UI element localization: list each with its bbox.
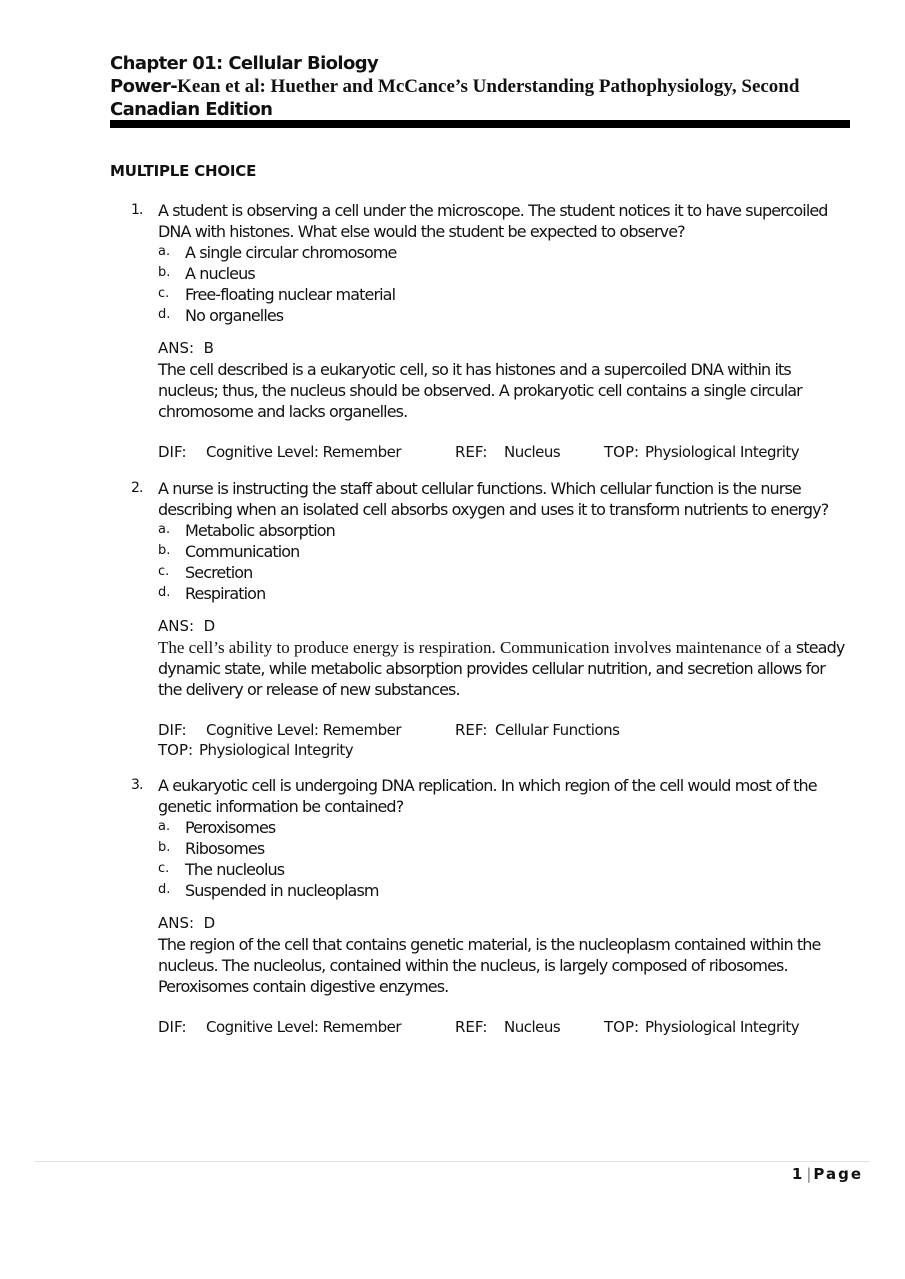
option-letter: d. [158, 882, 171, 897]
answer-line [158, 338, 851, 359]
answer-value: D [203, 617, 216, 635]
options-list [158, 242, 851, 326]
option-text: Peroxisomes [185, 818, 276, 837]
top-label: TOP: [604, 1018, 640, 1036]
options-list [158, 520, 851, 604]
footer-divider [35, 1161, 870, 1162]
dif-value: Cognitive Level: Remember [206, 1018, 402, 1036]
option-b [158, 541, 851, 562]
document-header [110, 52, 850, 121]
option-text: Metabolic absorption [185, 521, 335, 540]
top-label: TOP: [604, 443, 640, 461]
option-letter: a. [158, 819, 171, 834]
dif-value: Cognitive Level: Remember [206, 443, 402, 461]
question-metadata [158, 1017, 851, 1037]
option-text: Respiration [185, 584, 266, 603]
option-d [158, 880, 851, 901]
footer-separator: | [806, 1165, 812, 1183]
answer-label: ANS: [158, 617, 195, 635]
answer-value: B [203, 339, 214, 357]
page-label: Page [813, 1165, 863, 1183]
chapter-title: Chapter 01: Cellular Biology [110, 53, 379, 74]
ref-value: Nucleus [504, 1018, 561, 1036]
book-title: Kean et al: Huether and McCance’s Understanding Pathophysiology, Second [177, 76, 800, 97]
answer-line [158, 913, 851, 934]
option-c [158, 859, 851, 880]
dif-label: DIF: [158, 1018, 187, 1036]
dif-label: DIF: [158, 443, 187, 461]
option-text: Communication [185, 542, 300, 561]
rationale [158, 637, 851, 700]
ref-value: Nucleus [504, 443, 561, 461]
option-c [158, 284, 851, 305]
answer-label: ANS: [158, 914, 195, 932]
option-d [158, 583, 851, 604]
question-text: A eukaryotic cell is undergoing DNA replication. In which region of the cell would most of the genetic information be contained? [158, 776, 817, 816]
option-text: A single circular chromosome [185, 243, 397, 262]
options-list [158, 817, 851, 901]
rationale-text: steady dynamic state, while metabolic absorption provides cellular nutrition, and secretion allows for the delivery or release of new substances. [158, 638, 845, 699]
question-number: 3. [131, 777, 143, 793]
question-3 [131, 775, 851, 1037]
ref-value: Cellular Functions [495, 721, 620, 739]
rationale [158, 934, 851, 997]
top-value: Physiological Integrity [645, 1018, 800, 1036]
question-stem [131, 775, 851, 817]
option-letter: c. [158, 286, 170, 301]
option-text: No organelles [185, 306, 284, 325]
answer-line [158, 616, 851, 637]
answer-block [158, 338, 851, 422]
question-number: 1. [131, 202, 143, 218]
option-letter: c. [158, 861, 170, 876]
rationale-text: The region of the cell that contains genetic material, is the nucleoplasm contained within the nucleus. The nucleolus, contained within the nucleus, is largely composed of ribosomes. Peroxisomes contain digestive enzymes. [158, 935, 821, 996]
option-a [158, 520, 851, 541]
top-value: Physiological Integrity [199, 741, 354, 759]
author-prefix: Power- [110, 76, 178, 97]
dif-label: DIF: [158, 721, 187, 739]
option-d [158, 305, 851, 326]
answer-label: ANS: [158, 339, 195, 357]
top-label: TOP: [158, 741, 194, 759]
rationale [158, 359, 851, 422]
rationale-text-serif: The cell’s ability to produce energy is respiration. Communication involves maintenance of a [158, 638, 792, 657]
option-a [158, 817, 851, 838]
question-text: A nurse is instructing the staff about cellular functions. Which cellular function is the nurse describing when an isolated cell absorbs oxygen and uses it to transform nutrients to energy? [158, 479, 829, 519]
book-title-line [110, 75, 850, 98]
option-text: Ribosomes [185, 839, 265, 858]
option-letter: b. [158, 265, 171, 280]
top-value: Physiological Integrity [645, 443, 800, 461]
option-letter: c. [158, 564, 170, 579]
answer-block [158, 913, 851, 997]
option-letter: d. [158, 307, 171, 322]
option-letter: b. [158, 543, 171, 558]
question-metadata [158, 720, 851, 760]
option-letter: b. [158, 840, 171, 855]
question-number: 2. [131, 480, 143, 496]
question-metadata [158, 442, 851, 462]
option-letter: a. [158, 522, 171, 537]
ref-label: REF: [455, 443, 488, 461]
option-letter: d. [158, 585, 171, 600]
page-number: 1 [791, 1165, 805, 1183]
rationale-text: The cell described is a eukaryotic cell, so it has histones and a supercoiled DNA within its nucleus; thus, the nucleus should be observed. A prokaryotic cell contains a single circular chromosome and lacks organelles. [158, 360, 802, 421]
option-c [158, 562, 851, 583]
option-b [158, 263, 851, 284]
answer-block [158, 616, 851, 700]
edition-label: Canadian Edition [110, 99, 273, 120]
option-text: Free-floating nuclear material [185, 285, 396, 304]
page-number-footer [792, 1165, 863, 1183]
option-b [158, 838, 851, 859]
option-text: A nucleus [185, 264, 255, 283]
option-a [158, 242, 851, 263]
ref-label: REF: [455, 1018, 488, 1036]
option-letter: a. [158, 244, 171, 259]
option-text: Suspended in nucleoplasm [185, 881, 379, 900]
dif-value: Cognitive Level: Remember [206, 721, 402, 739]
answer-value: D [203, 914, 216, 932]
question-1 [131, 200, 851, 462]
header-divider [110, 120, 850, 128]
question-2 [131, 478, 851, 760]
option-text: Secretion [185, 563, 253, 582]
option-text: The nucleolus [185, 860, 285, 879]
question-stem [131, 200, 851, 242]
ref-label: REF: [455, 721, 488, 739]
question-stem [131, 478, 851, 520]
question-text: A student is observing a cell under the microscope. The student notices it to have supercoiled DNA with histones. What else would the student be expected to observe? [158, 201, 828, 241]
section-title: MULTIPLE CHOICE [110, 162, 257, 180]
